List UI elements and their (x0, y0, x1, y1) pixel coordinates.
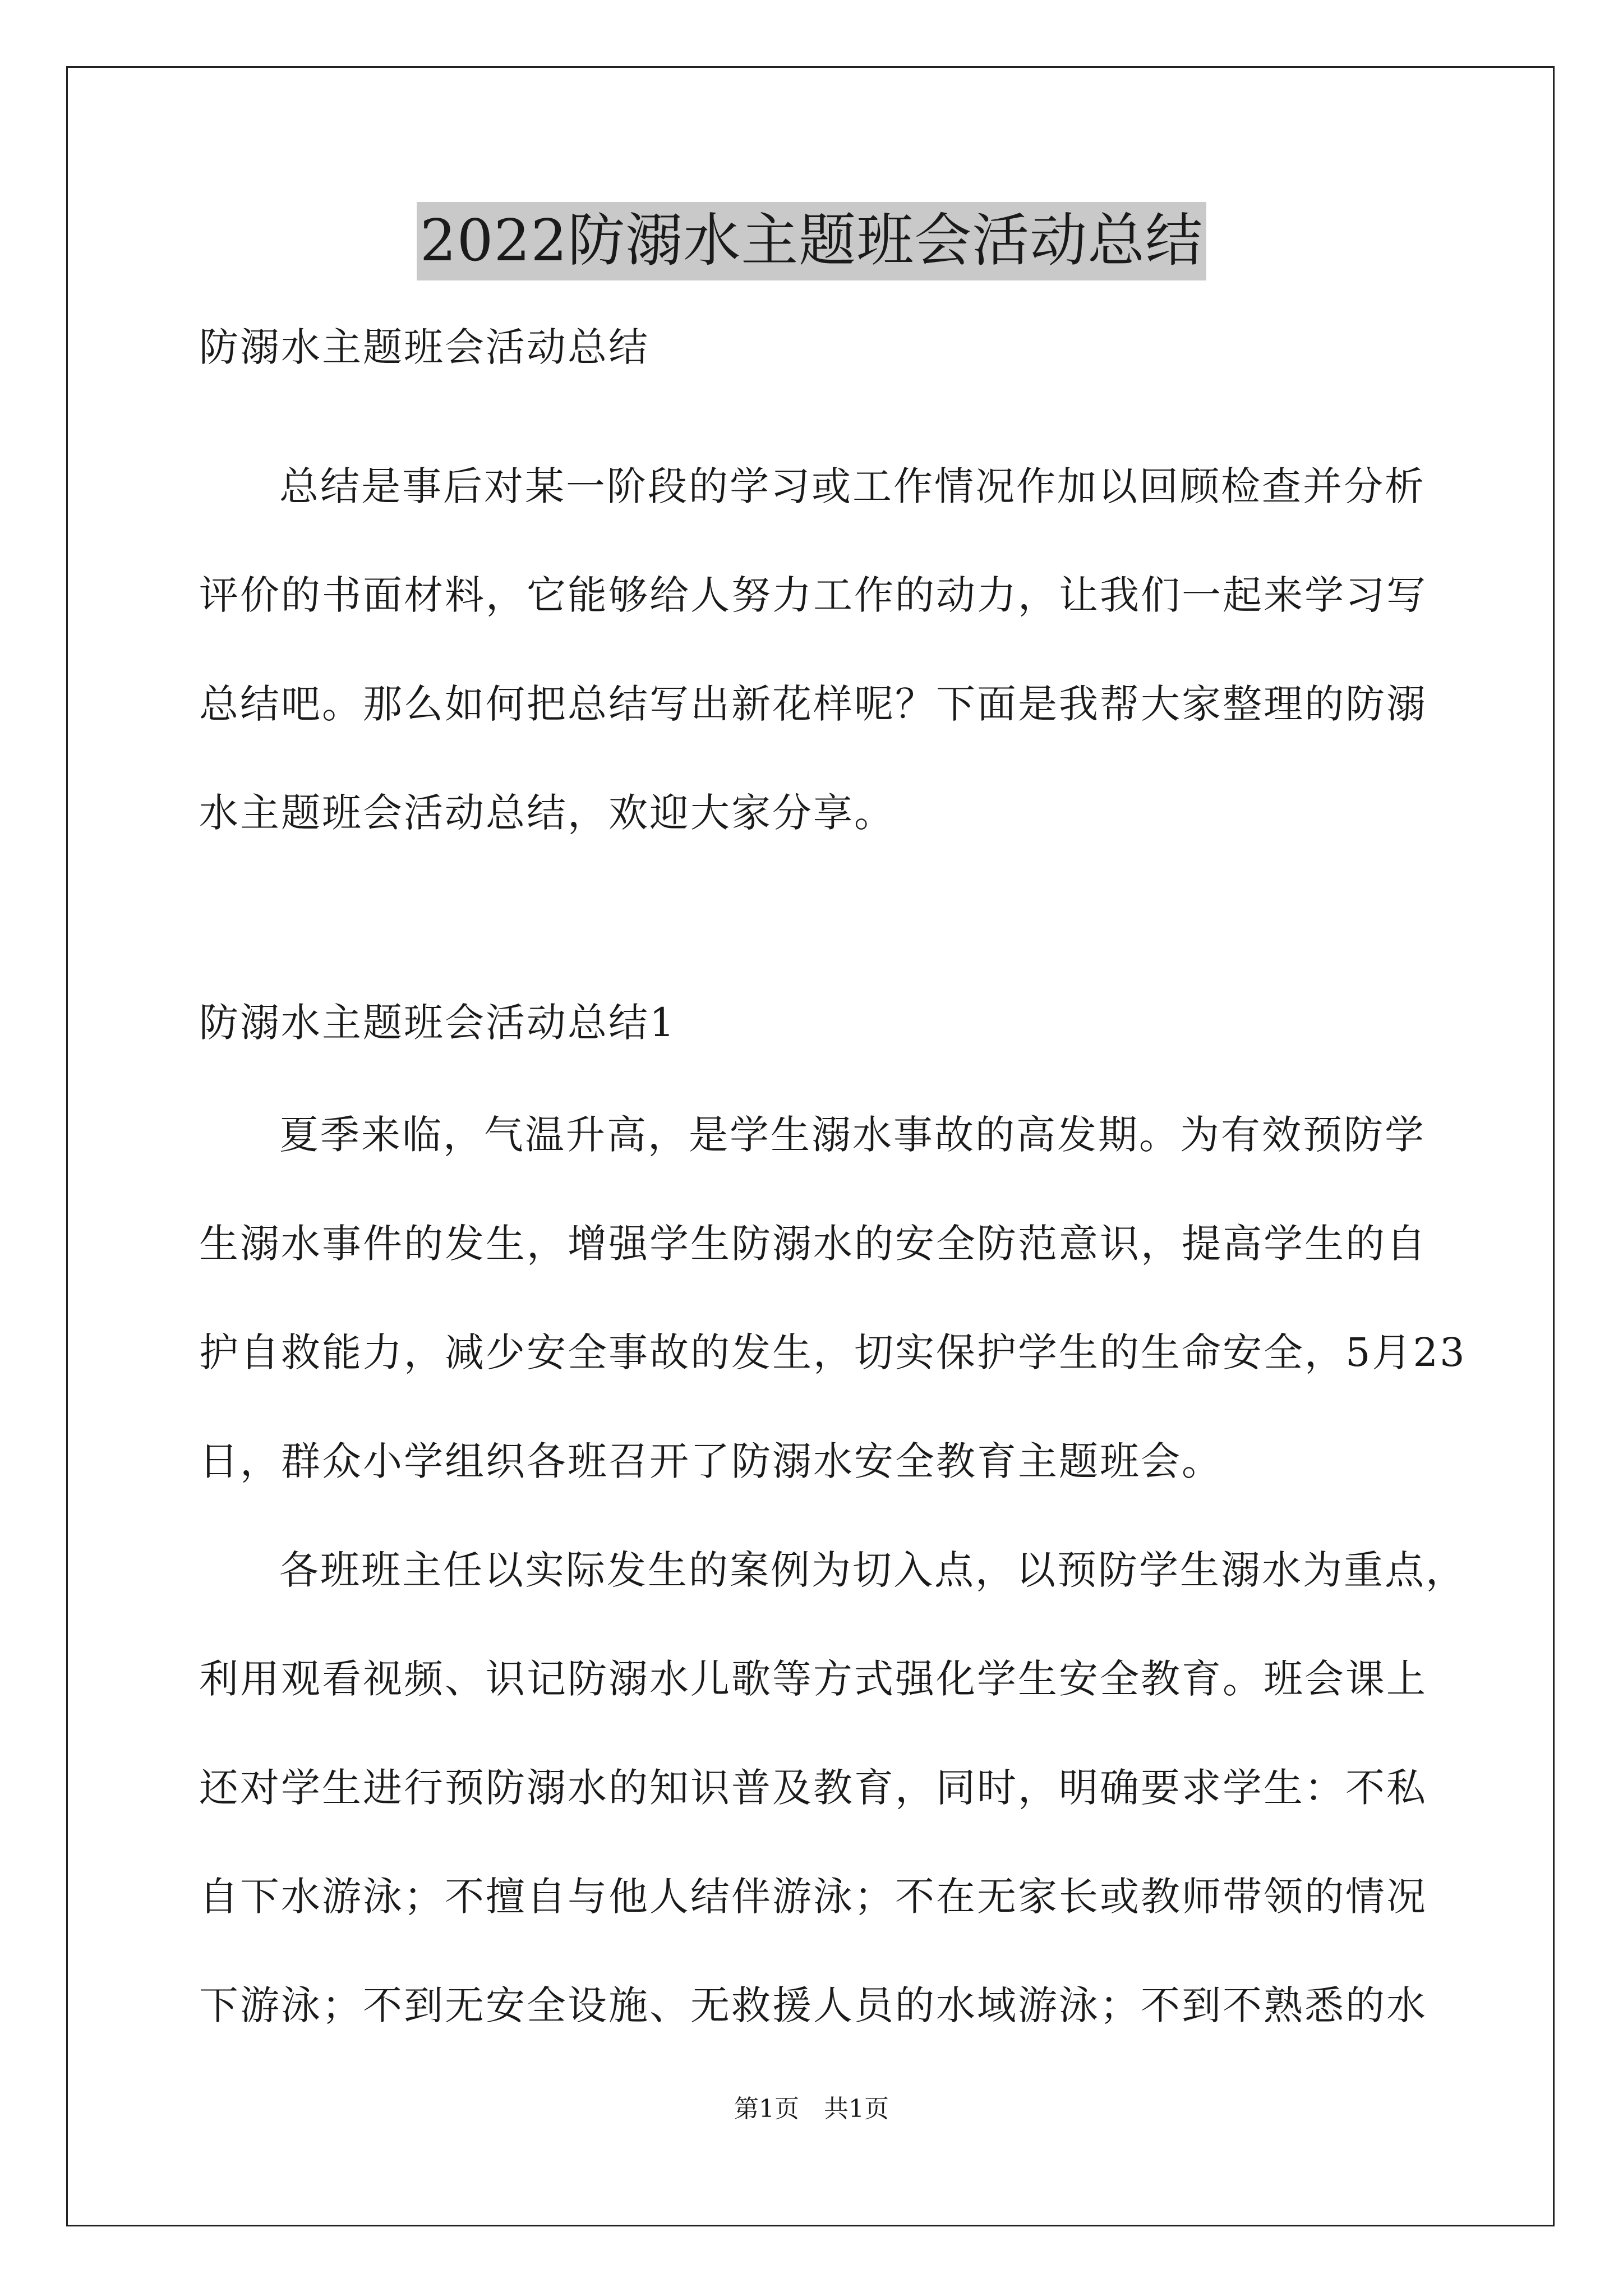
paragraph-line: 各班班主任以实际发生的案例为切入点，以预防学生溺水为重点， (279, 1547, 1467, 1593)
paragraph-line: 评价的书面材料，它能够给人努力工作的动力，让我们一起来学习写 (199, 572, 1427, 618)
page-footer: 第1页 共1页 (734, 2095, 889, 2123)
paragraph-line: 利用观看视频、识记防溺水儿歌等方式强化学生安全教育。班会课上 (199, 1656, 1427, 1702)
paragraph-line: 总结是事后对某一阶段的学习或工作情况作加以回顾检查并分析 (279, 463, 1426, 509)
paragraph-line: 日，群众小学组织各班召开了防溺水安全教育主题班会。 (199, 1438, 1223, 1484)
document-title: 2022防溺水主题班会活动总结 (417, 202, 1207, 280)
paragraph-line: 护自救能力，减少安全事故的发生，切实保护学生的生命安全，5月23 (199, 1329, 1467, 1375)
paragraph-line: 生溺水事件的发生，增强学生防溺水的安全防范意识，提高学生的自 (199, 1221, 1427, 1267)
paragraph-line: 下游泳；不到无安全设施、无救援人员的水域游泳；不到不熟悉的水 (199, 1982, 1427, 2028)
subtitle-line: 防溺水主题班会活动总结 (199, 324, 649, 370)
paragraph-line: 还对学生进行预防溺水的知识普及教育，同时，明确要求学生：不私 (199, 1765, 1427, 1811)
section-heading: 防溺水主题班会活动总结1 (199, 1000, 676, 1046)
paragraph-line: 水主题班会活动总结，欢迎大家分享。 (199, 790, 895, 836)
paragraph-line: 总结吧。那么如何把总结写出新花样呢？下面是我帮大家整理的防溺 (199, 681, 1427, 727)
paragraph-line: 自下水游泳；不擅自与他人结伴游泳；不在无家长或教师带领的情况 (199, 1874, 1427, 1920)
paragraph-line: 夏季来临，气温升高，是学生溺水事故的高发期。为有效预防学 (279, 1112, 1426, 1158)
title-container (0, 202, 1623, 280)
